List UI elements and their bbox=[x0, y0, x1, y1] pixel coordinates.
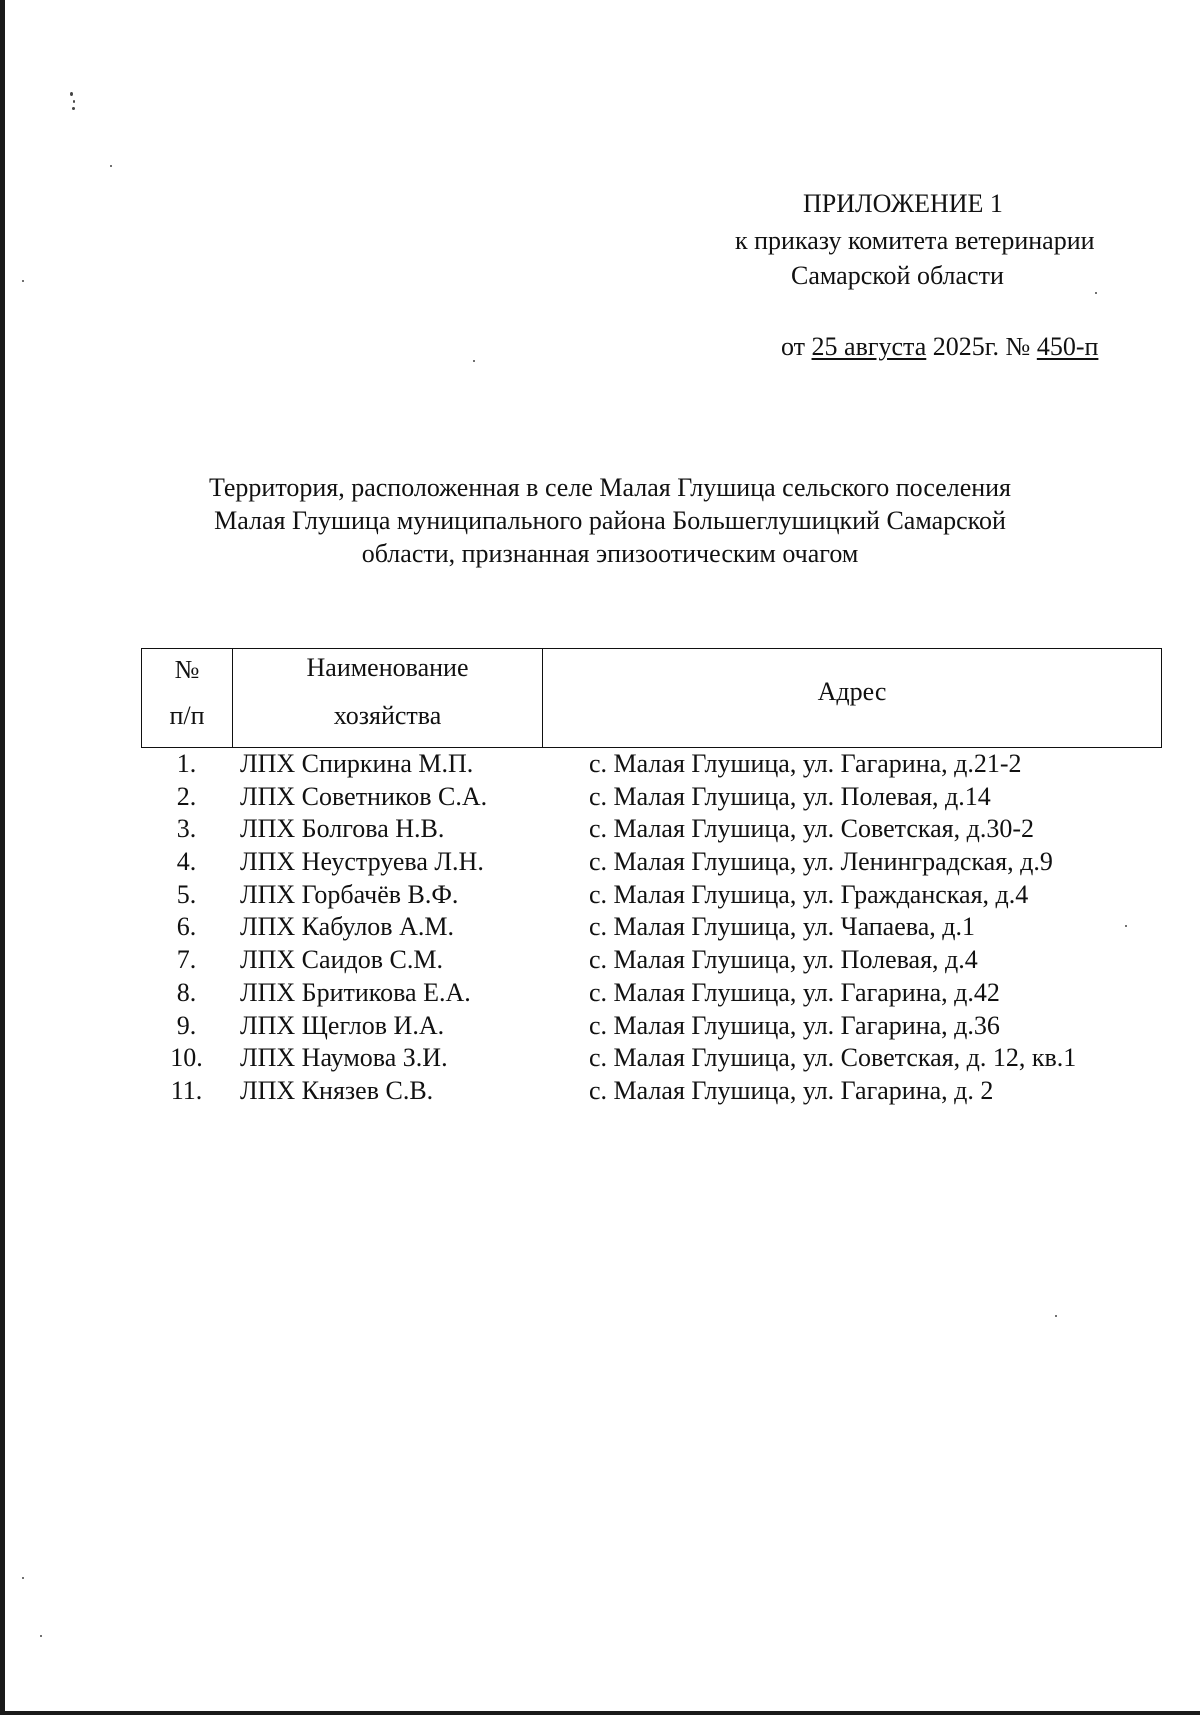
row-farm-name: ЛПХ Неуструева Л.Н. bbox=[240, 847, 484, 877]
scan-speck bbox=[70, 92, 73, 96]
header-name-line2: хозяйства bbox=[333, 701, 442, 730]
table-row bbox=[141, 879, 1162, 912]
row-number: 11. bbox=[170, 1075, 203, 1105]
table-row bbox=[141, 813, 1162, 846]
row-number: 5. bbox=[176, 879, 197, 909]
date-prefix: от bbox=[781, 332, 812, 361]
row-address: с. Малая Глушица, ул. Полевая, д.4 bbox=[589, 945, 978, 975]
order-date: 25 августа bbox=[811, 332, 927, 361]
row-farm-name: ЛПХ Князев С.В. bbox=[240, 1075, 434, 1105]
row-number: 9. bbox=[176, 1010, 197, 1040]
row-address: с. Малая Глушица, ул. Гражданская, д.4 bbox=[589, 879, 1029, 909]
header-number-sign: № bbox=[174, 655, 200, 684]
row-farm-name: ЛПХ Горбачёв В.Ф. bbox=[240, 879, 459, 909]
scan-speck bbox=[40, 1635, 42, 1637]
table-row bbox=[141, 846, 1162, 879]
table-row bbox=[141, 944, 1162, 977]
row-farm-name: ЛПХ Щеглов И.А. bbox=[240, 1010, 445, 1040]
header-number-pp: п/п bbox=[169, 701, 205, 730]
header-name-line1: Наименование bbox=[306, 653, 469, 682]
table-row bbox=[141, 977, 1162, 1010]
appendix-title: ПРИЛОЖЕНИЕ 1 bbox=[803, 189, 1003, 218]
row-address: с. Малая Глушица, ул. Советская, д. 12, кв.1 bbox=[589, 1043, 1077, 1073]
row-number: 3. bbox=[176, 814, 197, 844]
header-name bbox=[233, 649, 543, 747]
row-farm-name: ЛПХ Бритикова Е.А. bbox=[240, 977, 471, 1007]
scan-speck bbox=[73, 100, 75, 103]
row-farm-name: ЛПХ Советников С.А. bbox=[240, 781, 488, 811]
scan-speck bbox=[1055, 1315, 1057, 1317]
heading-line: Территория, расположенная в селе Малая Глушица сельского поселения bbox=[208, 473, 1012, 502]
scan-speck bbox=[22, 1577, 24, 1579]
row-farm-name: ЛПХ Кабулов А.М. bbox=[240, 912, 454, 942]
scan-speck bbox=[110, 165, 112, 167]
table-row bbox=[141, 1075, 1162, 1108]
row-address: с. Малая Глушица, ул. Полевая, д.14 bbox=[589, 781, 991, 811]
approval-region-line: Самарской области bbox=[791, 261, 1004, 290]
row-number: 8. bbox=[176, 977, 197, 1007]
row-address: с. Малая Глушица, ул. Ленинградская, д.9 bbox=[589, 847, 1053, 877]
scan-speck bbox=[22, 280, 24, 282]
header-number bbox=[142, 649, 233, 747]
table-row bbox=[141, 1010, 1162, 1043]
scan-edge-bottom bbox=[0, 1711, 1200, 1715]
table-body bbox=[141, 748, 1162, 1108]
scan-speck bbox=[72, 107, 75, 110]
row-address: с. Малая Глушица, ул. Советская, д.30-2 bbox=[589, 814, 1035, 844]
approval-order-line: к приказу комитета ветеринарии bbox=[735, 226, 1095, 255]
row-farm-name: ЛПХ Спиркина М.П. bbox=[240, 749, 474, 778]
row-number: 7. bbox=[176, 945, 197, 975]
row-address: с. Малая Глушица, ул. Гагарина, д. 2 bbox=[589, 1075, 994, 1105]
approval-date-line bbox=[781, 330, 1098, 364]
order-number: 450-п bbox=[1036, 332, 1099, 361]
heading-line: области, признанная эпизоотическим очагом bbox=[361, 539, 859, 568]
table-row bbox=[141, 1042, 1162, 1075]
row-number: 10. bbox=[170, 1043, 203, 1073]
row-address: с. Малая Глушица, ул. Гагарина, д.42 bbox=[589, 977, 1000, 1007]
heading-line: Малая Глушица муниципального района Большеглушицкий Самарской bbox=[214, 506, 1006, 535]
scan-speck bbox=[1095, 292, 1097, 294]
header-address bbox=[543, 649, 1161, 747]
header-address-label: Адрес bbox=[817, 677, 887, 706]
row-farm-name: ЛПХ Наумова З.И. bbox=[240, 1043, 448, 1073]
farms-table bbox=[141, 648, 1162, 1108]
row-number: 1. bbox=[176, 749, 197, 778]
row-address: с. Малая Глушица, ул. Гагарина, д.36 bbox=[589, 1010, 1000, 1040]
row-farm-name: ЛПХ Болгова Н.В. bbox=[240, 814, 445, 844]
date-year: 2025г. № bbox=[926, 332, 1037, 361]
scan-speck bbox=[473, 360, 475, 362]
row-number: 6. bbox=[176, 912, 197, 942]
row-number: 2. bbox=[176, 781, 197, 811]
table-row bbox=[141, 781, 1162, 814]
row-number: 4. bbox=[176, 847, 197, 877]
scan-edge-left bbox=[0, 0, 5, 1715]
row-address: с. Малая Глушица, ул. Гагарина, д.21-2 bbox=[589, 749, 1022, 778]
table-row bbox=[141, 911, 1162, 944]
document-heading bbox=[180, 471, 1040, 570]
row-address: с. Малая Глушица, ул. Чапаева, д.1 bbox=[589, 912, 975, 942]
table-row bbox=[141, 748, 1162, 781]
table-header bbox=[141, 648, 1162, 748]
row-farm-name: ЛПХ Саидов С.М. bbox=[240, 945, 443, 975]
